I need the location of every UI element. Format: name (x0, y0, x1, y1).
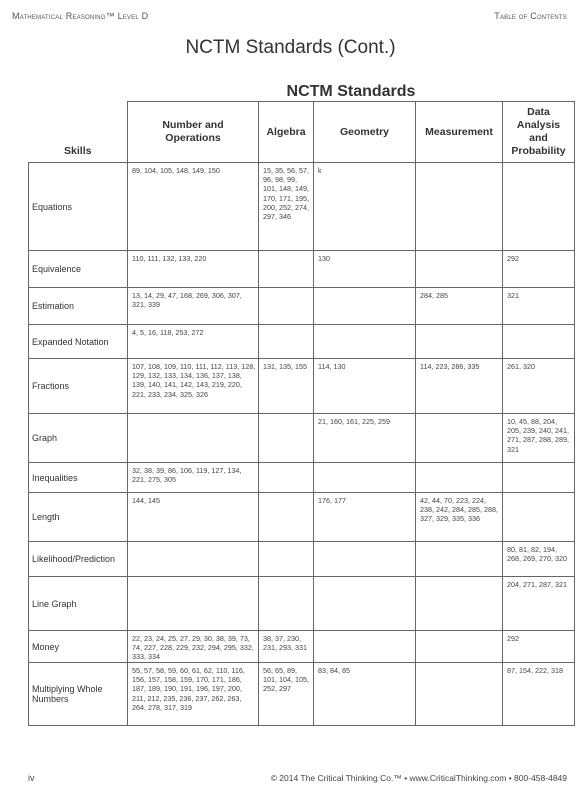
skill-name: Multiplying Whole Numbers (29, 663, 128, 726)
lesson-numbers-algebra: 38, 37, 230, 231, 293, 331 (259, 631, 314, 663)
lesson-numbers-algebra (259, 577, 314, 631)
lesson-numbers-geometry: 130 (314, 251, 416, 288)
skill-name: Expanded Notation (29, 325, 128, 359)
lesson-numbers-data (503, 163, 575, 251)
table-row (29, 288, 575, 325)
skill-name: Equivalence (29, 251, 128, 288)
column-header-data-analysis: Data Analysis and Probability (503, 102, 575, 163)
table-header-row (29, 102, 575, 163)
column-header-algebra: Algebra (259, 102, 314, 163)
skill-name: Fractions (29, 359, 128, 414)
lesson-numbers-data (503, 463, 575, 493)
lesson-numbers-geometry (314, 577, 416, 631)
lesson-numbers-number (128, 542, 259, 577)
table-row (29, 493, 575, 542)
table-row (29, 463, 575, 493)
lesson-numbers-measurement (416, 631, 503, 663)
lesson-numbers-data: 292 (503, 631, 575, 663)
page-title: NCTM Standards (Cont.) (185, 37, 396, 58)
lesson-numbers-algebra: 15, 35, 56, 57, 96, 98, 99, 101, 148, 149, 170, 171, 195, 200, 252, 274, 297, 346 (259, 163, 314, 251)
lesson-numbers-algebra: 131, 135, 155 (259, 359, 314, 414)
lesson-numbers-number: 55, 57, 58, 59, 60, 61, 62, 110, 116, 156, 157, 158, 159, 170, 171, 186, 187, 189, 190, 191, 196, 197, 200, 211, 212, 235, 236, 237, 262, 263, 264, 278, 317, 319 (128, 663, 259, 726)
lesson-numbers-geometry: 114, 130 (314, 359, 416, 414)
lesson-numbers-number: 144, 145 (128, 493, 259, 542)
lesson-numbers-number: 89, 104, 105, 148, 149, 150 (128, 163, 259, 251)
skill-name: Length (29, 493, 128, 542)
lesson-numbers-data (503, 493, 575, 542)
skill-name: Estimation (29, 288, 128, 325)
lesson-numbers-geometry (314, 463, 416, 493)
lesson-numbers-data: 87, 154, 222, 318 (503, 663, 575, 726)
lesson-numbers-number: 4, 5, 16, 118, 253, 272 (128, 325, 259, 359)
table-heading: NCTM Standards (286, 83, 416, 100)
lesson-numbers-geometry (314, 288, 416, 325)
lesson-numbers-data: 321 (503, 288, 575, 325)
lesson-numbers-number: 22, 23, 24, 25, 27, 29, 30, 38, 39, 73, 74, 227, 228, 229, 232, 294, 295, 332, 333, 334 (128, 631, 259, 663)
column-header-skills: Skills (29, 102, 128, 163)
lesson-numbers-number: 13, 14, 29, 47, 168, 269, 306, 307, 321, 339 (128, 288, 259, 325)
lesson-numbers-algebra (259, 251, 314, 288)
lesson-numbers-geometry (314, 325, 416, 359)
skill-name: Likelihood/Prediction (29, 542, 128, 577)
table-row (29, 631, 575, 663)
table-row (29, 325, 575, 359)
lesson-numbers-number (128, 414, 259, 463)
lesson-numbers-algebra (259, 325, 314, 359)
lesson-numbers-algebra (259, 493, 314, 542)
lesson-numbers-measurement (416, 542, 503, 577)
lesson-numbers-geometry: 83, 84, 85 (314, 663, 416, 726)
table-row (29, 414, 575, 463)
lesson-numbers-data: 204, 271, 287, 321 (503, 577, 575, 631)
column-header-geometry: Geometry (314, 102, 416, 163)
lesson-numbers-algebra (259, 288, 314, 325)
skill-name: Line Graph (29, 577, 128, 631)
lesson-numbers-geometry: 21, 160, 161, 225, 259 (314, 414, 416, 463)
lesson-numbers-number: 32, 38, 39, 86, 106, 119, 127, 134, 221, 275, 305 (128, 463, 259, 493)
lesson-numbers-data: 292 (503, 251, 575, 288)
table-row (29, 663, 575, 726)
skill-name: Graph (29, 414, 128, 463)
skill-name: Inequalities (29, 463, 128, 493)
lesson-numbers-algebra (259, 414, 314, 463)
lesson-numbers-measurement (416, 577, 503, 631)
lesson-numbers-measurement: 114, 223, 286, 335 (416, 359, 503, 414)
lesson-numbers-measurement (416, 414, 503, 463)
skill-name: Equations (29, 163, 128, 251)
lesson-numbers-data: 80, 81, 82, 194, 268, 269, 270, 320 (503, 542, 575, 577)
lesson-numbers-algebra: 56, 65, 89, 101, 104, 105, 252, 297 (259, 663, 314, 726)
table-row (29, 542, 575, 577)
page-number: iv (28, 773, 35, 783)
lesson-numbers-number (128, 577, 259, 631)
lesson-numbers-geometry: 176, 177 (314, 493, 416, 542)
column-header-measurement: Measurement (416, 102, 503, 163)
lesson-numbers-measurement (416, 663, 503, 726)
lesson-numbers-data (503, 325, 575, 359)
lesson-numbers-geometry (314, 631, 416, 663)
lesson-numbers-number: 110, 111, 132, 133, 220 (128, 251, 259, 288)
lesson-numbers-data: 10, 45, 88, 204, 205, 239, 240, 241, 271, 287, 288, 289, 321 (503, 414, 575, 463)
lesson-numbers-measurement: 42, 44, 70, 223, 224, 238, 242, 284, 285, 288, 327, 329, 335, 336 (416, 493, 503, 542)
standards-table (28, 101, 575, 726)
lesson-numbers-geometry (314, 542, 416, 577)
table-row (29, 359, 575, 414)
lesson-numbers-measurement (416, 325, 503, 359)
lesson-numbers-measurement (416, 463, 503, 493)
column-header-number-operations: Number and Operations (128, 102, 259, 163)
lesson-numbers-algebra (259, 463, 314, 493)
lesson-numbers-geometry: k (314, 163, 416, 251)
table-row (29, 163, 575, 251)
table-row (29, 577, 575, 631)
lesson-numbers-measurement: 284, 285 (416, 288, 503, 325)
lesson-numbers-measurement (416, 163, 503, 251)
skill-name: Money (29, 631, 128, 663)
lesson-numbers-number: 107, 108, 109, 110, 111, 112, 113, 128, 129, 132, 133, 134, 136, 137, 138, 139, 140, 141, 142, 143, 219, 220, 221, 233, 234, 325, 326 (128, 359, 259, 414)
copyright-footer: © 2014 The Critical Thinking Co.™ • www.CriticalThinking.com • 800-458-4849 (270, 773, 567, 783)
table-row (29, 251, 575, 288)
running-header-title: Mathematical Reasoning™ Level D (12, 11, 149, 21)
lesson-numbers-algebra (259, 542, 314, 577)
running-header-section: Table of Contents (494, 11, 567, 21)
lesson-numbers-measurement (416, 251, 503, 288)
lesson-numbers-data: 261, 320 (503, 359, 575, 414)
